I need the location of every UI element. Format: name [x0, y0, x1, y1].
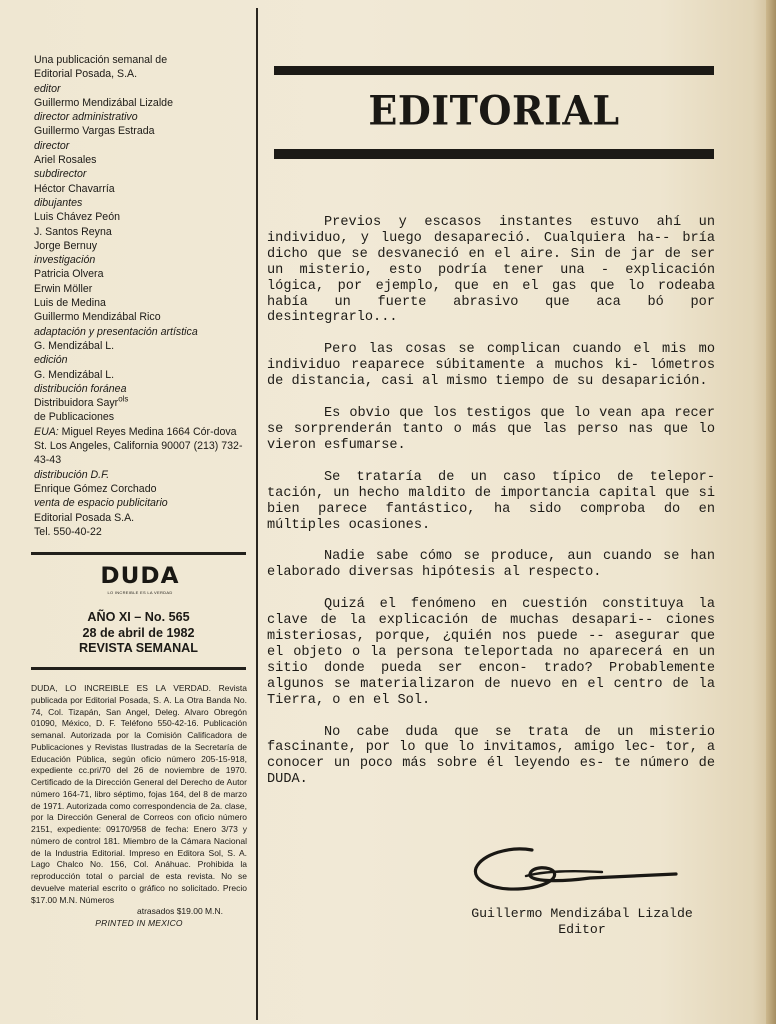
distributor-suffix: ols — [118, 394, 129, 404]
editorial-paragraph: Se trataría de un caso típico de telepor- tación, un hecho maldito de importancia capital que si bien parece fantástico, ha sido comproba do en múltiples ocasiones. — [267, 469, 715, 533]
masthead-name: Editorial Posada, S.A. — [34, 68, 138, 81]
masthead-name: Erwin Möller — [34, 282, 93, 295]
duda-logo — [95, 565, 185, 595]
usa-label: EUA: — [34, 425, 59, 438]
left-rule-top — [31, 552, 246, 555]
masthead-role: investigación — [34, 254, 96, 267]
issue-info — [31, 610, 246, 657]
editorial-paragraph: Es obvio que los testigos que lo vean apa recer se sorprenderán tanto o más que las perso nas que lo vieron esfumarse. — [267, 406, 715, 453]
masthead-role: director — [34, 139, 70, 152]
logo-tagline: LO INCREIBLE ES LA VERDAD — [107, 590, 173, 595]
masthead-role: distribución D.F. — [34, 468, 110, 481]
masthead-credits — [34, 53, 250, 539]
masthead-name: Jorge Bernuy — [34, 239, 98, 252]
signer-role: Editor — [558, 921, 606, 937]
masthead-name: Una publicación semanal de — [34, 54, 168, 66]
legal-arrears-price: atrasados $19.00 M.N. — [137, 906, 223, 917]
masthead-name: J. Santos Reyna — [34, 225, 112, 238]
title-bar-bottom — [274, 149, 714, 159]
masthead-role: editor — [34, 82, 61, 95]
masthead-name: Editorial Posada S.A. — [34, 511, 135, 524]
masthead-name: Héctor Chavarría — [34, 182, 115, 195]
masthead-name: G. Mendizábal L. — [34, 368, 115, 381]
left-rule-bottom — [31, 667, 246, 670]
signer-name: Guillermo Mendizábal Lizalde — [471, 906, 693, 921]
masthead-name: Luis de Medina — [34, 297, 106, 310]
masthead-name: Guillermo Mendizábal Rico — [34, 311, 161, 324]
masthead-name: Luis Chávez Peón — [34, 211, 120, 224]
issue-date: 28 de abril de 1982 — [82, 625, 195, 640]
page-spine — [766, 0, 776, 1024]
masthead-name: Guillermo Mendizábal Lizalde — [34, 96, 173, 109]
masthead-role: distribución foránea — [34, 382, 127, 395]
printed-in-mexico: PRINTED IN MEXICO — [95, 918, 183, 928]
masthead-role: venta de espacio publicitario — [34, 497, 168, 510]
distributor-line — [34, 396, 250, 410]
usa-address: Miguel Reyes Medina 1664 Cór-dova St. Los Angeles, California 90007 (213) 732-43-43 — [34, 425, 243, 467]
issue-frequency: REVISTA SEMANAL — [79, 641, 198, 655]
editorial-paragraph: Nadie sabe cómo se produce, aun cuando se han elaborado diversas hipótesis al respecto. — [267, 549, 715, 581]
editorial-paragraph: Quizá el fenómeno en cuestión constituya la clave de la explicación de muchas desapari-- ciones misteriosas, porque, ¿quién nos puede -- asegurar que el objeto o la persona teleportada no aparecerá en un sitio donde pueda ser encon- trado? Probablemente algunos se materializaron de nuevo en el centro de la Tierra, o en el Sol. — [267, 597, 715, 708]
masthead-role: subdirector — [34, 168, 87, 181]
logo-word: DUDA — [100, 564, 180, 589]
masthead-name: Tel. 550-40-22 — [34, 525, 102, 538]
legal-notice — [31, 683, 247, 930]
masthead-role: director administrativo — [34, 111, 138, 124]
masthead-role: adaptación y presentación artística — [34, 325, 198, 338]
signer-block — [432, 906, 732, 937]
legal-text: DUDA, LO INCREIBLE ES LA VERDAD. Revista publicada por Editorial Posada, S. A. La Otra Banda No. 74, Col. Tizapán, San Angel, Deleg. Alvaro Obregón 01090, México, D. F. Teléfono 550-42-16. Publicación semanal. Autorizada por la Comisión Calificadora de Publicaciones y Revistas Ilustradas de la Secretaría de Educación Pública, según oficio número 205-15-918, expediente cc.pri/70 del 26 de noviembre de 1970. Certificado de la Dirección General del Derecho de Autor número 164-71, libro séptimo, fojas 164, del 8 de marzo de 1971. Autorizada como correspondencia de 2a. clase, por la Dirección General de Correos con oficio número 2151, expediente: 09170/958 de fecha: Enero 3/73 y número de control 181. Miembro de la Cámara Nacional de la Industria Editorial. Impreso en Editora Sol, S. A. Lago Chalco No. 156, Col. Anáhuac. Prohibida la reproducción total o parcial de esta revista. No se devuelve material escrito o gráfico no solicitado. Precio $17.00 M.N. Números — [31, 683, 247, 905]
editorial-paragraph: Pero las cosas se complican cuando el mis mo individuo reaparece súbitamente a muchos ki- lómetros de distancia, casi al mismo tiempo de su desaparición. — [267, 342, 715, 390]
masthead-name: Enrique Gómez Corchado — [34, 482, 157, 495]
title-bar-top — [274, 66, 714, 75]
masthead-name: G. Mendizábal L. — [34, 339, 115, 352]
editorial-body — [267, 215, 715, 804]
masthead-role: dibujantes — [34, 196, 83, 209]
editorial-paragraph: No cabe duda que se trata de un misterio fascinante, por lo que lo invitamos, amigo lec- tor, a conocer un poco más sobre él leyendo es- te número de DUDA. — [267, 724, 715, 788]
masthead-name: Patricia Olvera — [34, 268, 104, 281]
editorial-paragraph: Previos y escasos instantes estuvo ahí un individuo, y luego desapareció. Cualquiera ha-- bría dicho que se desvaneció en el aire. Sin de jar de ser un misterio, esto podría tener una - explicación lógica, por ejemplo, que en el gas que lo rodeaba había un fuerte abrasivo que aca bó por desintegrarlo... — [267, 215, 715, 326]
signature-scribble — [470, 842, 686, 902]
distributor-name: Distribuidora Sayr — [34, 397, 119, 410]
masthead-tail-lines — [34, 468, 250, 539]
usa-distribution — [34, 425, 250, 468]
masthead-lines — [34, 53, 250, 396]
column-divider — [256, 8, 258, 1020]
masthead-name: Guillermo Vargas Estrada — [34, 125, 155, 138]
masthead-role: edición — [34, 354, 68, 367]
editorial-title: EDITORIAL — [368, 86, 620, 135]
issue-number: AÑO XI – No. 565 — [87, 610, 190, 624]
distributor-line-2: de Publicaciones — [34, 411, 115, 424]
masthead-name: Ariel Rosales — [34, 154, 97, 167]
